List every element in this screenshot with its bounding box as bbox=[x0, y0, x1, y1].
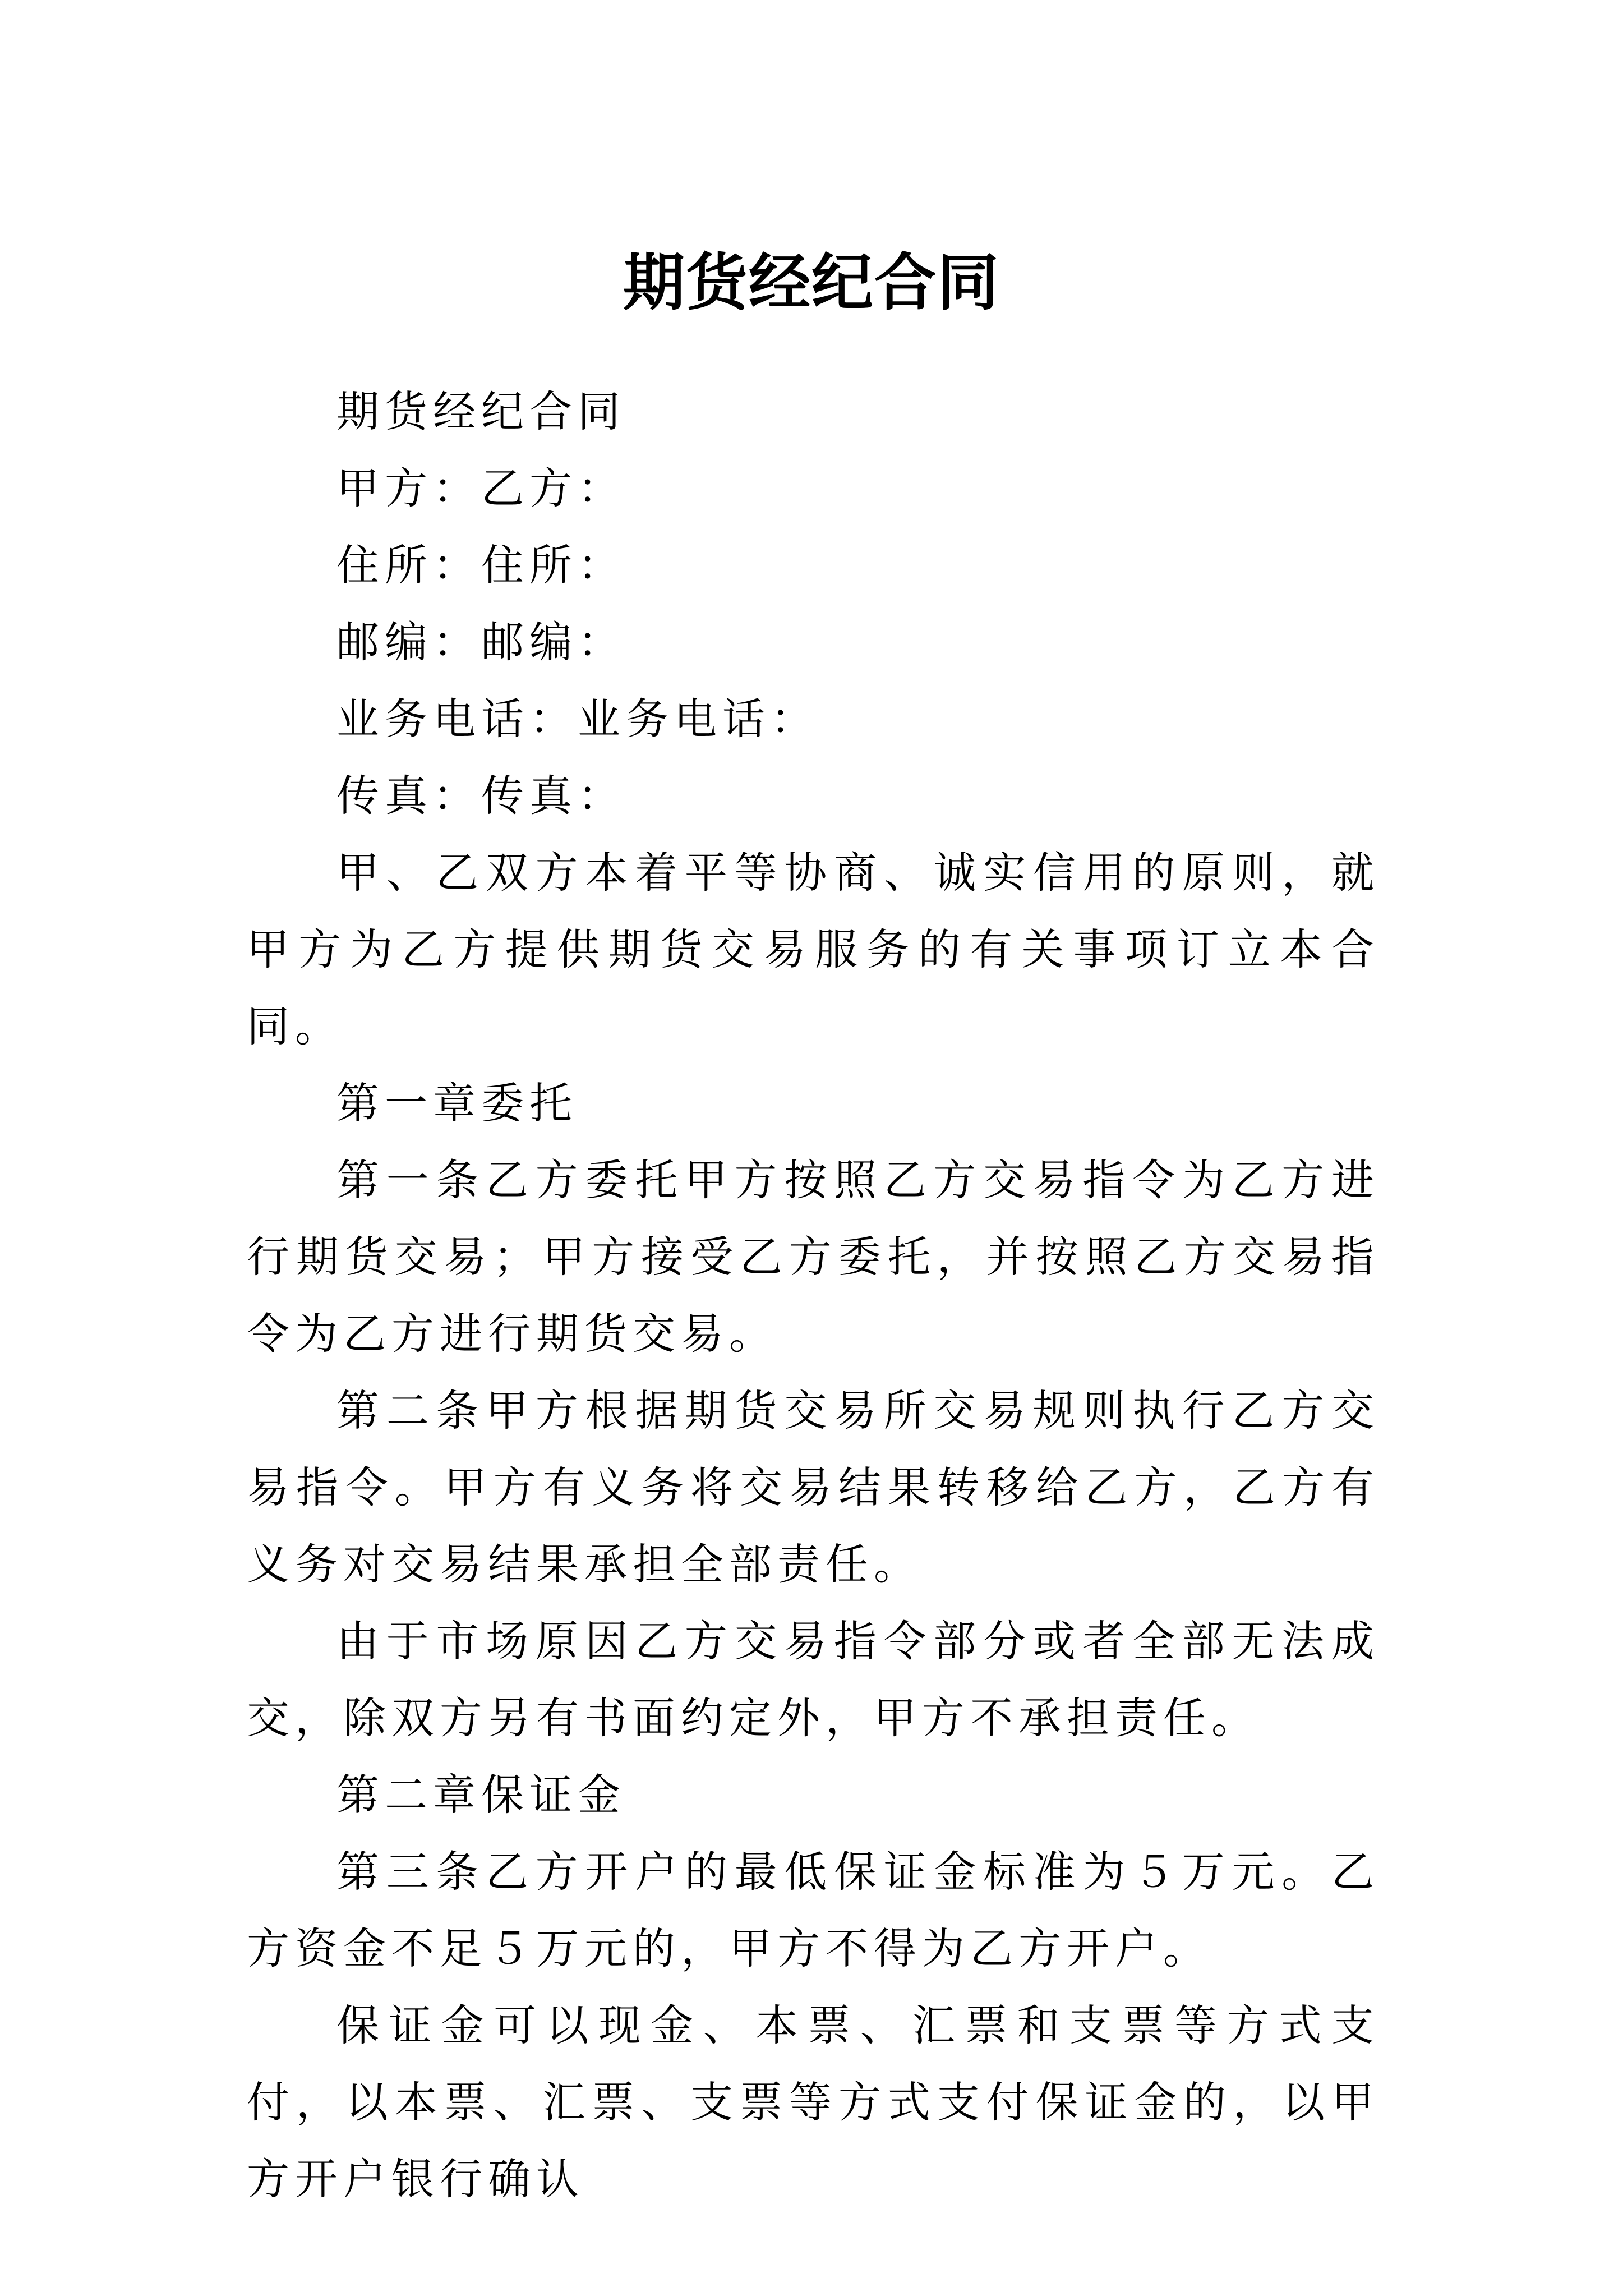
document-title: 期货经纪合同 bbox=[623, 246, 1000, 319]
paragraph-preamble: 甲、乙双方本着平等协商、诚实信用的原则，就甲方为乙方提供期货交易服务的有关事项订立本合同。 bbox=[247, 848, 1380, 1051]
paragraph-address: 住所：住所： bbox=[336, 540, 626, 590]
article-2-clause: 由于市场原因乙方交易指令部分或者全部无法成交，除双方另有书面约定外，甲方不承担责任。 bbox=[247, 1616, 1380, 1743]
paragraph-fax: 传真：传真： bbox=[336, 771, 626, 821]
article-2: 第二条甲方根据期货交易所交易规则执行乙方交易指令。甲方有义务将交易结果转移给乙方，乙方有义务对交易结果承担全部责任。 bbox=[247, 1386, 1380, 1589]
chapter-1-heading: 第一章委托 bbox=[336, 1078, 578, 1128]
paragraph-postcode: 邮编：邮编： bbox=[336, 617, 626, 667]
paragraph-phone: 业务电话：业务电话： bbox=[336, 694, 819, 744]
article-1: 第一条乙方委托甲方按照乙方交易指令为乙方进行期货交易；甲方接受乙方委托，并按照乙方交易指令为乙方进行期货交易。 bbox=[247, 1155, 1380, 1359]
chapter-2-heading: 第二章保证金 bbox=[336, 1770, 626, 1820]
paragraph-parties: 甲方：乙方： bbox=[336, 463, 626, 513]
article-3-clause: 保证金可以现金、本票、汇票和支票等方式支付，以本票、汇票、支票等方式支付保证金的，以甲方开户银行确认 bbox=[247, 2000, 1380, 2204]
article-3: 第三条乙方开户的最低保证金标准为５万元。乙方资金不足５万元的，甲方不得为乙方开户。 bbox=[247, 1847, 1380, 1973]
document-body bbox=[247, 373, 1380, 2217]
paragraph-heading: 期货经纪合同 bbox=[336, 386, 626, 436]
